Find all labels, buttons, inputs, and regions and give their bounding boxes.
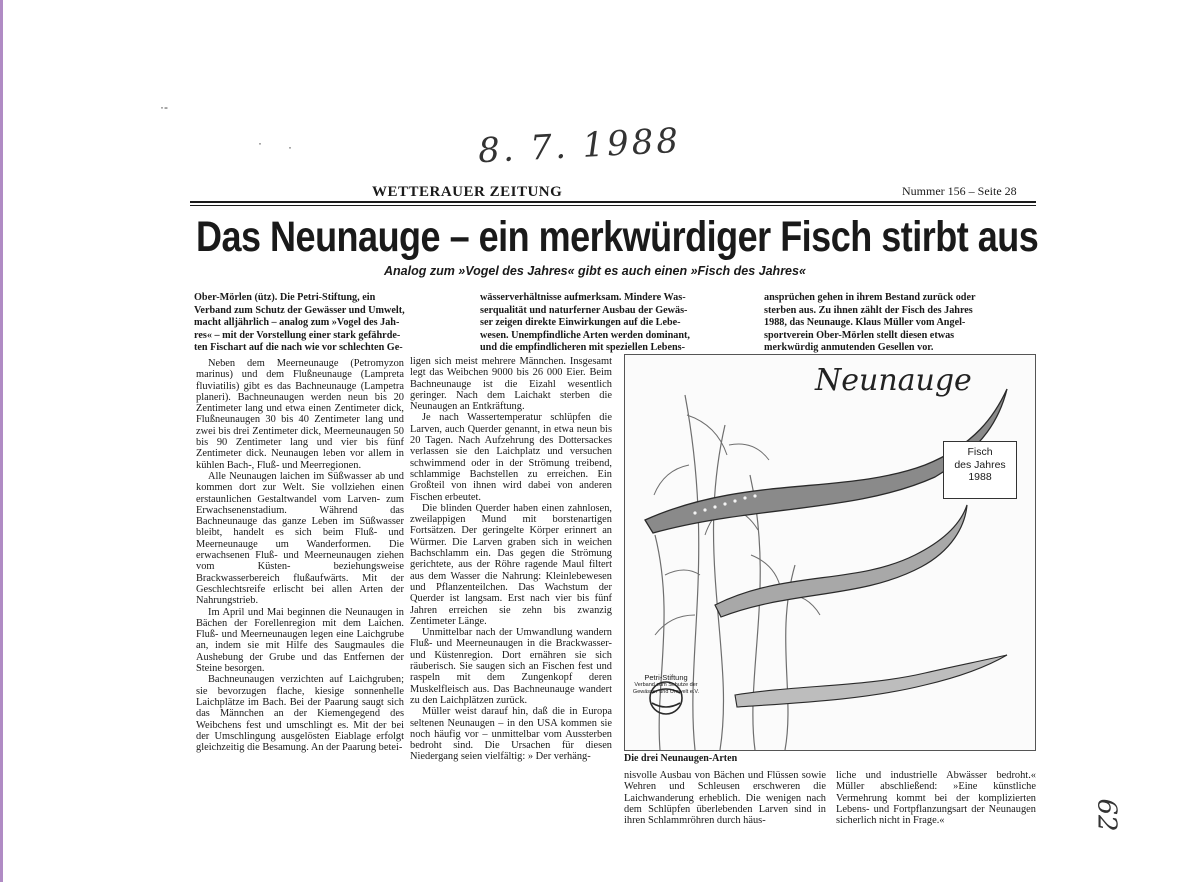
plant-leaf bbox=[655, 615, 695, 635]
scan-speck: · bbox=[258, 136, 262, 150]
lead-line: 1988, das Neunauge. Klaus Müller vom Angel- bbox=[764, 317, 966, 329]
body-paragraph: Je nach Wassertemperatur schlüpfen die Larven, auch Querder genannt, in etwa neun bis 20 Tagen. Nach Aufzehrung des Dottersackes verlassen sie den Laichplatz und versuchen schwimmend oder in der Strömung treibend, schlammige Bachstellen zu erreichen. Ein Großteil von ihnen wird dabei von anderen Fischen erbeutet. bbox=[410, 412, 612, 503]
lead-line: ser zeigen direkte Einwirkungen auf die Lebe- bbox=[480, 317, 681, 329]
lead-line: ten Fischart auf die nach wie vor schlechten Ge- bbox=[194, 342, 403, 354]
issue-number: Nummer 156 – Seite 28 bbox=[902, 184, 1017, 198]
body-paragraph: nisvolle Ausbau von Bächen und Flüssen sowie Wehren und Schleusen erschweren die Laichwanderung erheblich. Die wenigen nach dem Schlüpfen überlebenden Larven sind in ihren Schlammröhren durch häus- bbox=[624, 770, 826, 827]
body-paragraph: liche und industrielle Abwässer bedroht.« Müller abschließend: »Eine künstliche Vermehrung kommt bei der komplizierten Lebens- und Fortpflanzungsart der Neunaugen sicherlich nicht in Frage.« bbox=[836, 770, 1036, 827]
lead-column-2 bbox=[480, 292, 752, 355]
gill-pore bbox=[713, 505, 716, 508]
badge-line: 1988 bbox=[968, 471, 992, 483]
lead-line: serqualität und naturferner Ausbau der Gewäs- bbox=[480, 304, 688, 316]
gill-pore bbox=[733, 499, 736, 502]
badge-line: des Jahres bbox=[954, 458, 1006, 471]
plant-stem bbox=[714, 425, 725, 750]
logo-name: Petri-Stiftung bbox=[644, 673, 688, 682]
body-paragraph: Im April und Mai beginnen die Neunaugen in Bächen der Forellenregion mit dem Laichen. Fluß- und Meerneunaugen legen eine Laichgrube an, indem sie mit Hilfe des Saugmaules die Aushebung der Grube und das Entfernen der Steine besorgen. bbox=[196, 606, 404, 675]
body-column-4 bbox=[836, 770, 1036, 826]
scan-speck: ·- bbox=[160, 100, 168, 114]
body-column-1 bbox=[196, 358, 404, 753]
illustration-caption: Die drei Neunaugen-Arten bbox=[624, 753, 738, 764]
lead-column-3 bbox=[764, 292, 1036, 355]
badge-line: Fisch bbox=[967, 446, 993, 458]
lead-line: merkwürdig anmutenden Gesellen vor. bbox=[764, 342, 934, 354]
handwritten-date: 8. 7. 1988 bbox=[477, 120, 682, 172]
lead-line: sportverein Ober-Mörlen stellt diesen etwas bbox=[764, 329, 955, 341]
body-paragraph: Müller weist darauf hin, daß die in Europa seltenen Neunaugen – in den USA kommen sie noch häufig vor – unmittelbar vom Aussterben bedroht sind. Die Ursachen für diesen Niedergang seien vielfältig: » Der verhäng- bbox=[410, 706, 612, 763]
petri-logo bbox=[631, 673, 701, 696]
lamprey-medium bbox=[715, 505, 967, 617]
gill-pore bbox=[693, 511, 696, 514]
plant-leaf bbox=[665, 570, 700, 575]
logo-subtitle: Gewässer und Umwelt e.V. bbox=[632, 689, 700, 695]
scan-edge bbox=[0, 0, 3, 882]
lead-line: und die empfindlicheren mit speziellen Lebens- bbox=[480, 342, 685, 354]
gill-pore bbox=[743, 496, 746, 499]
handwritten-page-mark: 62 bbox=[1091, 798, 1122, 832]
scan-speck: · bbox=[288, 140, 292, 154]
body-paragraph: ligen sich meist mehrere Männchen. Insgesamt legt das Weibchen 9000 bis 26 000 Eier. Beim Bachneunauge ist die Eizahl wesentlich geringer. Nach dem Laichakt sterben die Neunaugen an Entkräftung. bbox=[410, 356, 612, 413]
lamprey-illustration bbox=[624, 354, 1036, 751]
lead-line: macht alljährlich – analog zum »Vogel des Jah- bbox=[194, 317, 400, 329]
lead-line: wesen. Unempfindliche Arten werden dominant, bbox=[480, 329, 690, 341]
lead-line: ansprüchen gehen in ihrem Bestand zurück oder bbox=[764, 292, 976, 303]
plant-stem bbox=[685, 395, 699, 750]
article-headline: Das Neunauge – ein merkwürdiger Fisch stirbt aus bbox=[196, 212, 1039, 261]
fish-of-year-badge bbox=[943, 441, 1017, 499]
plant-stem bbox=[655, 535, 664, 750]
lamprey-drawings bbox=[645, 389, 1007, 707]
logo-subtitle: Verband zum Schutze der bbox=[634, 682, 698, 688]
illustration-title: Neunauge bbox=[815, 363, 972, 398]
body-paragraph: Alle Neunaugen laichen im Süßwasser ab und kommen dort zur Welt. Sie vollziehen einen erstaunlichen Gestaltwandel vom Larven- zum Erwachsenenstadium. Während das Bachneunauge das ganze Leben im Süßwasser bleibt, handelt es sich beim Fluß- und Meerneunauge um Wanderformen. Die erwachsenen Fluß- und Meerneunaugen ziehen vom Küsten- beziehungsweise Brackwasserbereich flußaufwärts. Mit der Geschlechtsreife erlischt bei allen Arten der Nahrungstrieb. bbox=[196, 470, 404, 607]
masthead-rule bbox=[190, 201, 1036, 203]
plant-leaf bbox=[654, 465, 689, 495]
gill-pore bbox=[753, 494, 756, 497]
plant-leaf bbox=[729, 444, 769, 460]
body-column-2 bbox=[410, 356, 612, 763]
gill-pore bbox=[703, 508, 706, 511]
lead-line: sterben aus. Zu ihnen zählt der Fisch des Jahres bbox=[764, 304, 973, 316]
plant-stem bbox=[750, 475, 760, 750]
masthead-rule-thin bbox=[190, 205, 1036, 206]
lead-line: res« – mit der Vorstellung einer stark gefährde- bbox=[194, 329, 401, 341]
lead-line: Ober-Mörlen (ütz). Die Petri-Stiftung, ein bbox=[194, 292, 376, 303]
body-paragraph: Bachneunaugen verzichten auf Laichgruben; sie bevorzugen flache, kiesige sonnenhelle Laichplätze im Bach. Bei der Paarung saugt sich das Männchen an der Kiemengegend des Weibchens fest und umschlingt es. Mit der bei der Umschlingung ausgelösten Eiablage erfolgt gleichzeitig die Besamung. An der Paarung betei- bbox=[196, 674, 404, 754]
gill-pore bbox=[723, 502, 726, 505]
body-paragraph: Neben dem Meerneunauge (Petromyzon marinus) und dem Flußneunauge (Lampreta fluviatilis) gibt es das Bachneunauge (Lampetra planeri). Bachneunaugen werden neun bis 20 Zentimeter lang und etwa einen Zentimeter dick, Flußneunaugen 30 bis 40 Zentimeter lang und zwei bis drei Zentimeter dick, Meerneunaugen 50 bis 90 Zentimeter lang und vier bis fünf Zentimeter dick. Neunaugen leben vor allem in kühlen Bach-, Fluß- und Meerregionen. bbox=[196, 358, 404, 471]
lead-column-1 bbox=[194, 292, 468, 355]
body-paragraph: Unmittelbar nach der Umwandlung wandern Fluß- und Meerneunaugen in die Brackwasser- und Küstenregion. Dort ernähren sie sich räuberisch. Sie saugen sich an Fischen fest und raspeln mit dem Zungenkopf deren Muskelfleisch aus. Das Bachneunauge wandert zu den Laichplätzen zurück. bbox=[410, 627, 612, 706]
body-paragraph: Die blinden Querder haben einen zahnlosen, zweilappigen Mund mit borstenartigen Fortsätzen. Der geringelte Körper erinnert an Würmer. Die Larven graben sich in weichen Bachschlamm ein. Das gegen die Strömung gerichtete, aus der Röhre ragende Maul filtert aus dem Wasser die Nahrung: Kleinlebewesen und Pflanzenteilchen. Das Wachstum der Querder ist langsam. Erst nach vier bis fünf Jahren erreichen sie zehn bis zwanzig Zentimeter Länge. bbox=[410, 502, 612, 627]
lead-line: wässerverhältnisse aufmerksam. Mindere Was- bbox=[480, 292, 686, 303]
lead-line: Verband zum Schutz der Gewässer und Umwelt, bbox=[194, 304, 405, 316]
lamprey-small bbox=[735, 655, 1007, 707]
body-column-3 bbox=[624, 770, 826, 826]
newspaper-masthead: WETTERAUER ZEITUNG bbox=[372, 184, 563, 200]
article-subhead: Analog zum »Vogel des Jahres« gibt es auch einen »Fisch des Jahres« bbox=[384, 264, 806, 278]
